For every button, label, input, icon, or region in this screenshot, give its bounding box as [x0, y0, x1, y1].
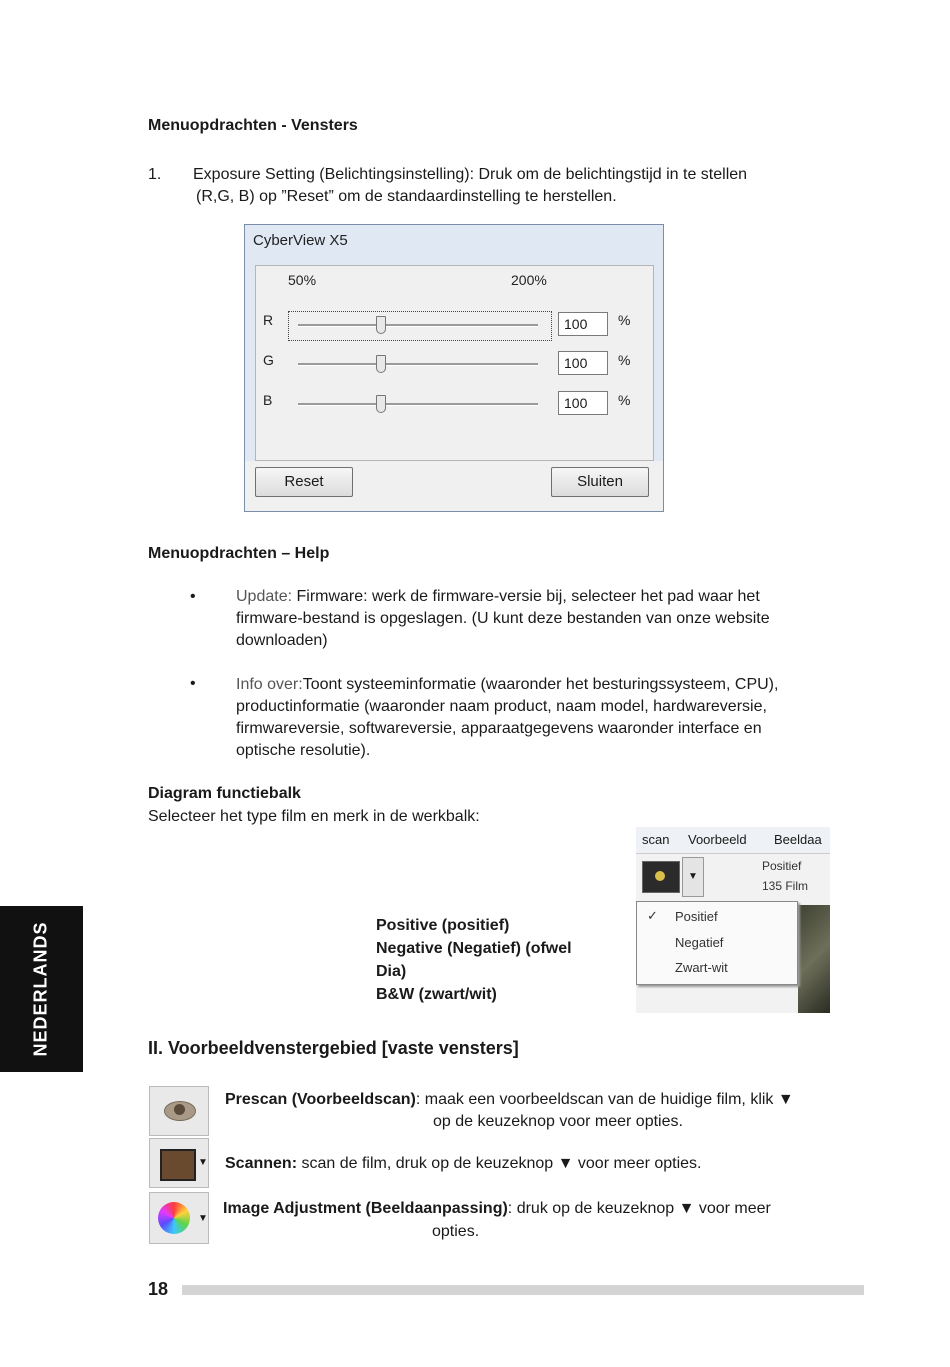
- dialog-title: CyberView X5: [253, 232, 348, 249]
- dropdown-option-negative[interactable]: Negatief: [675, 935, 724, 950]
- film-type-value: Positief: [762, 859, 802, 873]
- page-number: 18: [148, 1279, 169, 1299]
- adjust-dropdown-arrow-icon: ▼: [198, 1213, 208, 1224]
- slider-thumb-b[interactable]: [376, 395, 386, 413]
- value-input-r[interactable]: 100: [558, 312, 608, 336]
- adjust-lead: Image Adjustment (Beeldaanpassing): [223, 1200, 508, 1217]
- adjust-line2: opties.: [432, 1223, 480, 1240]
- eye-pupil: [174, 1104, 185, 1115]
- item-number: 1.: [148, 166, 162, 183]
- footer-bar: [182, 1285, 864, 1295]
- slider-thumb-r[interactable]: [376, 316, 386, 334]
- prescan-lead: Prescan (Voorbeeldscan): [225, 1091, 416, 1108]
- update-lead: Update:: [236, 588, 293, 605]
- update-line1: [236, 586, 760, 608]
- unit-b: %: [618, 392, 631, 408]
- slider-track-r[interactable]: [298, 324, 538, 327]
- section-heading-preview: II. Voorbeeldvenstergebied [vaste vensters]: [148, 1038, 519, 1058]
- info-line4: optische resolutie).: [236, 742, 371, 759]
- film-dropdown-arrow-icon[interactable]: ▼: [682, 857, 704, 897]
- info-lead: Info over:: [236, 676, 303, 693]
- scan-lead: Scannen:: [225, 1155, 298, 1172]
- max-label: 200%: [511, 272, 547, 288]
- option-negative-cont: Dia): [376, 963, 407, 980]
- unit-r: %: [618, 312, 631, 328]
- scan-line: [225, 1153, 702, 1175]
- film-frame: [160, 1149, 196, 1181]
- unit-g: %: [618, 352, 631, 368]
- check-icon: ✓: [647, 908, 658, 923]
- dialog-panel: [255, 265, 654, 461]
- film-type-dropdown: [636, 901, 798, 985]
- exposure-text-line1: Exposure Setting (Belichtingsinstelling): Druk om de belichtingstijd in te stellen: [193, 166, 748, 183]
- exposure-dialog: [244, 224, 664, 512]
- exposure-text-line2: (R,G, B) op ”Reset” om de standaardinstelling te herstellen.: [196, 188, 617, 205]
- option-negative: Negative (Negatief) (ofwel: [376, 940, 572, 957]
- reset-button[interactable]: Reset: [255, 467, 353, 497]
- color-wheel: [158, 1202, 190, 1234]
- channel-label-b: B: [263, 392, 273, 408]
- scan-dropdown-arrow-icon: ▼: [198, 1157, 208, 1168]
- section-heading-toolbar: Diagram functiebalk: [148, 785, 301, 802]
- dialog-footer: [245, 461, 663, 511]
- film-format-value: 135 Film: [762, 879, 809, 893]
- section-heading-windows: Menuopdrachten - Vensters: [148, 117, 358, 134]
- bullet-icon: •: [190, 675, 196, 692]
- bullet-icon: •: [190, 588, 196, 605]
- menu-image[interactable]: Beeldaa: [774, 832, 822, 847]
- menu-preview[interactable]: Voorbeeld: [688, 832, 747, 847]
- option-positive: Positive (positief): [376, 917, 510, 934]
- info-line3: firmwareversie, softwareversie, apparaatgegevens waaronder interface en: [236, 720, 762, 737]
- scan-text: scan de film, druk op de keuzeknop ▼ voor meer opties.: [297, 1155, 702, 1172]
- slider-track-b[interactable]: [298, 403, 538, 406]
- toolbar-intro: Selecteer het type film en merk in de werkbalk:: [148, 808, 480, 825]
- channel-label-g: G: [263, 352, 274, 368]
- toolbar-screenshot: [636, 827, 830, 1013]
- option-bw: B&W (zwart/wit): [376, 986, 497, 1003]
- value-input-g[interactable]: 100: [558, 351, 608, 375]
- menu-scan[interactable]: scan: [642, 832, 670, 847]
- prescan-text: : maak een voorbeeldscan van de huidige film, klik ▼: [415, 1091, 794, 1108]
- film-icon-dot: [655, 871, 665, 881]
- update-text: Firmware: werk de firmware-versie bij, selecteer het pad waar het: [292, 588, 760, 605]
- prescan-eye-icon: [149, 1086, 209, 1136]
- min-label: 50%: [288, 272, 317, 288]
- slider-track-g[interactable]: [298, 363, 538, 366]
- info-text: Toont systeeminformatie (waaronder het besturingssysteem, CPU),: [302, 676, 779, 693]
- prescan-line2: op de keuzeknop voor meer opties.: [433, 1113, 683, 1130]
- dropdown-option-bw[interactable]: Zwart-wit: [675, 960, 728, 975]
- update-line3: downloaden): [236, 632, 328, 649]
- slider-thumb-g[interactable]: [376, 355, 386, 373]
- adjust-text: : druk op de keuzeknop ▼ voor meer: [507, 1200, 771, 1217]
- adjust-line1: [223, 1198, 771, 1220]
- scan-film-icon: [149, 1138, 209, 1188]
- info-line2: productinformatie (waaronder naam product, naam model, hardwareversie,: [236, 698, 767, 715]
- film-icon[interactable]: [642, 861, 680, 893]
- value-input-b[interactable]: 100: [558, 391, 608, 415]
- channel-label-r: R: [263, 312, 274, 328]
- prescan-line1: [225, 1089, 794, 1111]
- image-adjust-color-wheel-icon: [149, 1192, 209, 1244]
- preview-image-fragment: [798, 905, 830, 1013]
- update-line2: firmware-bestand is opgeslagen. (U kunt deze bestanden van onze website: [236, 610, 770, 627]
- section-heading-help: Menuopdrachten – Help: [148, 545, 330, 562]
- menu-bar: [636, 827, 830, 854]
- info-line1: [236, 674, 778, 696]
- dropdown-option-positive[interactable]: Positief: [675, 909, 718, 924]
- language-tab-label: NEDERLANDS: [30, 921, 51, 1057]
- close-button[interactable]: Sluiten: [551, 467, 649, 497]
